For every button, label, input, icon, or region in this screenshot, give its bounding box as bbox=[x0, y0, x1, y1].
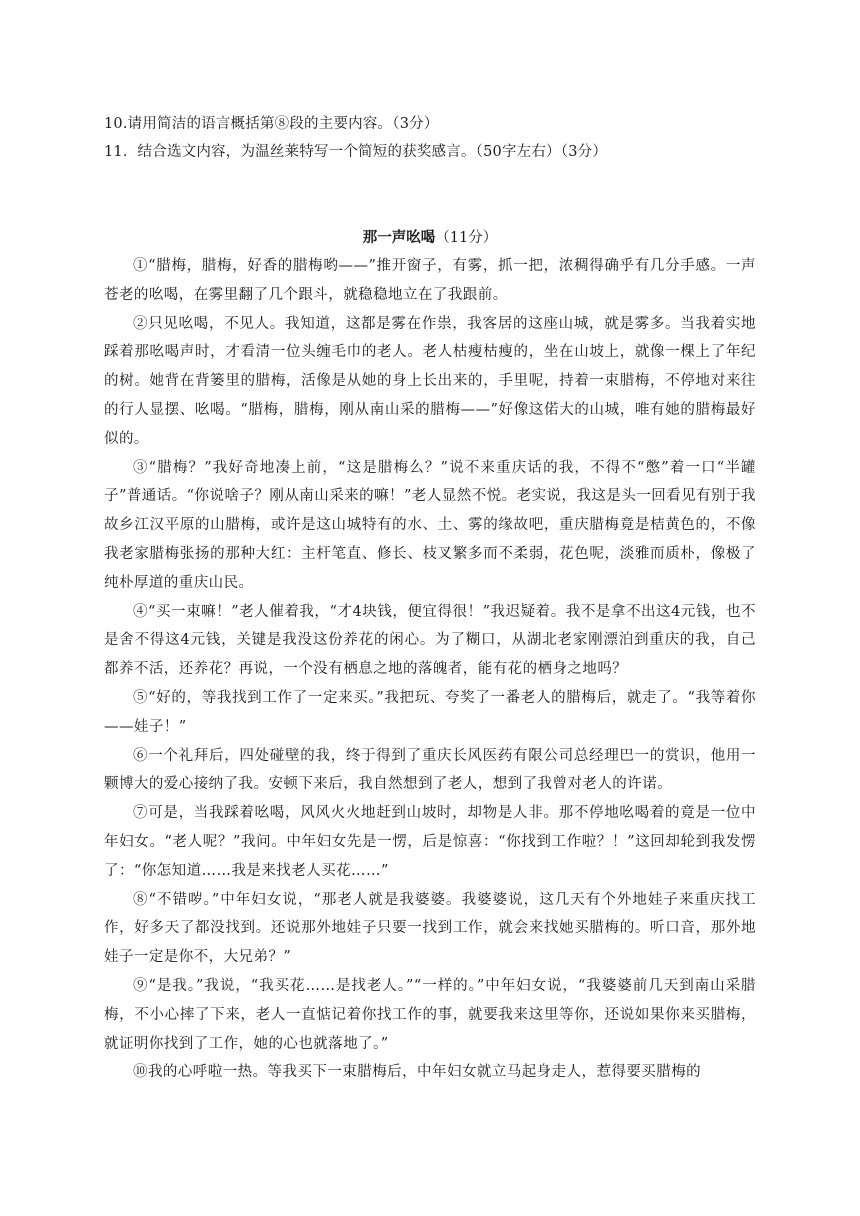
paragraph-1: ①“腊梅，腊梅，好香的腊梅哟——”推开窗子，有雾，抓一把，浓稠得确乎有几分手感。一声苍老的吆喝，在雾里翻了几个跟斗，就稳稳地立在了我跟前。 bbox=[104, 258, 756, 303]
question-10: 10.请用简洁的语言概括第⑧段的主要内容。（3分） bbox=[104, 116, 439, 132]
paragraph-6: ⑥一个礼拜后，四处碰壁的我，终于得到了重庆长风医药有限公司总经理巴一的赏识，他用一颗博大的爱心接纳了我。安顿下来后，我自然想到了老人，想到了我曾对老人的许诺。 bbox=[104, 747, 756, 793]
article-title bbox=[104, 224, 756, 252]
article-title-text: 那一声吆喝 bbox=[362, 229, 436, 246]
article-score: （11分） bbox=[435, 230, 498, 246]
article-body bbox=[104, 252, 756, 1087]
paragraph-2: ②只见吆喝，不见人。我知道，这都是雾在作祟，我客居的这座山城，就是雾多。当我着实地踩着那吆喝声时，才看清一位头缠毛巾的老人。老人枯瘦枯瘦的，坐在山坡上，就像一棵上了年纪的树。她背在背篓里的腊梅，活像是从她的身上长出来的，手里呢，持着一束腊梅，不停地对来往的行人显摆、吆喝。“腊梅，腊梅，刚从南山采的腊梅——”好像这偌大的山城，唯有她的腊梅最好似的。 bbox=[104, 315, 756, 447]
paragraph-10: ⑩我的心呼啦一热。等我买下一束腊梅后，中年妇女就立马起身走人，惹得要买腊梅的 bbox=[133, 1064, 702, 1081]
paragraph-4: ④“买一束嘛！”老人催着我，“才4块钱，便宜得很！”我迟疑着。我不是拿不出这4元钱，也不是舍不得这4元钱，关键是我没这份养花的闲心。为了糊口，从湖北老家刚漂泊到重庆的我，自己都养不活，还养花？再说，一个没有栖息之地的落魄者，能有花的栖身之地吗？ bbox=[104, 603, 756, 678]
paragraph-8: ⑧“不错哕。”中年妇女说，“那老人就是我婆婆。我婆婆说，这几天有个外地娃子来重庆找工作，好多天了都没找到。还说那外地娃子只要一找到工作，就会来找她买腊梅的。听口音，那外地娃子一定是你不，大兄弟？” bbox=[104, 891, 756, 966]
paragraph-3: ③“腊梅？”我好奇地凑上前，“这是腊梅么？”说不来重庆话的我，不得不“憋”着一口“半罐子”普通话。“你说啥子？刚从南山采来的嘛！”老人显然不悦。老实说，我这是头一回看见有别于我故乡江汉平原的山腊梅，或许是这山城特有的水、土、雾的缘故吧，重庆腊梅竟是桔黄色的，不像我老家腊梅张扬的那种大红：主杆笔直、修长、枝叉繁多而不柔弱，花色呢，淡雅而质朴，像极了纯朴厚道的重庆山民。 bbox=[104, 459, 756, 591]
paragraph-9: ⑨“是我。”我说，“我买花……是找老人。”“一样的。”中年妇女说，“我婆婆前几天到南山采腊梅，不小心摔了下来，老人一直惦记着你找工作的事，就要我来这里等你，还说如果你来买腊梅，就证明你找到了工作，她的心也就落地了。” bbox=[104, 977, 756, 1052]
paragraph-7: ⑦可是，当我踩着吆喝，风风火火地赶到山坡时，却物是人非。那不停地吆喝着的竟是一位中年妇女。“老人呢？”我问。中年妇女先是一愣，后是惊喜：“你找到工作啦？！”这回却轮到我发愣了：“你怎知道……我是来找老人买花……” bbox=[104, 805, 756, 879]
question-list bbox=[104, 110, 764, 166]
question-11: 11．结合选文内容，为温丝莱特写一个简短的获奖感言。（50字左右）（3分） bbox=[104, 144, 608, 160]
paragraph-5: ⑤“好的，等我找到工作了一定来买。”我把玩、夸奖了一番老人的腊梅后，就走了。“我等着你——娃子！” bbox=[104, 689, 756, 735]
